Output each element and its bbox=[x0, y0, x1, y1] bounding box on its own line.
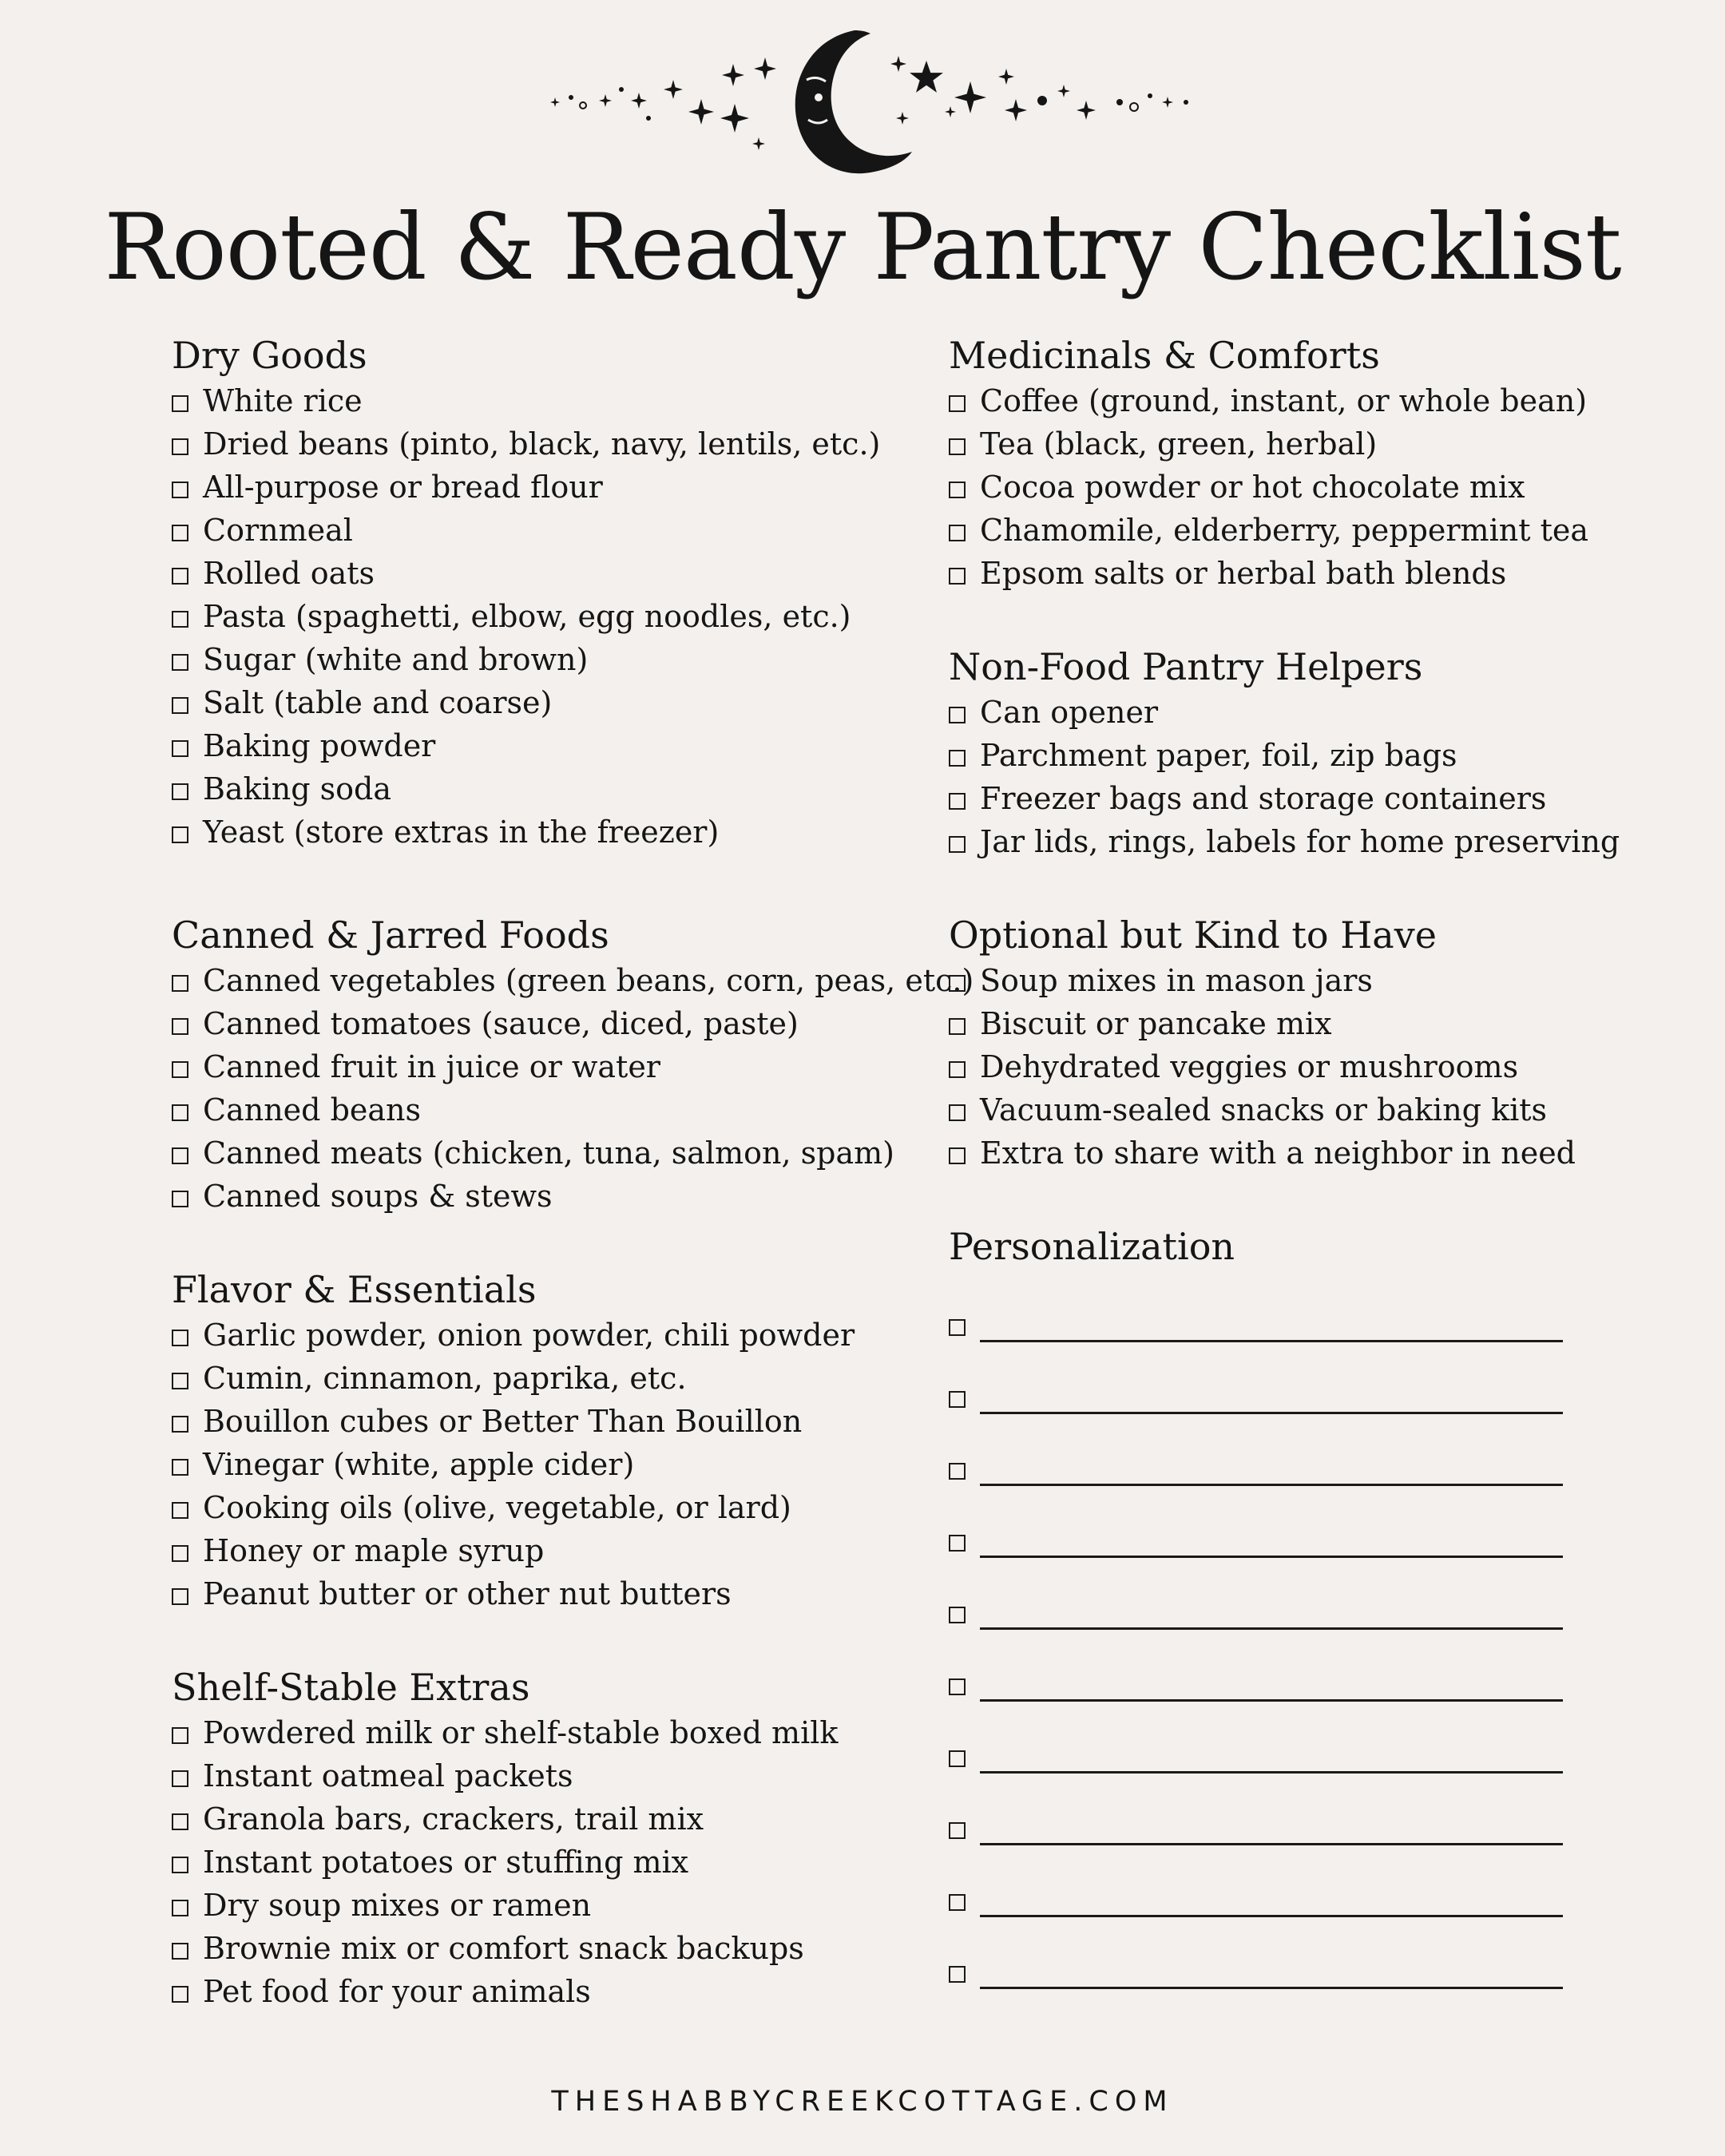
checkbox[interactable] bbox=[172, 975, 188, 992]
checkbox[interactable] bbox=[172, 654, 188, 671]
checklist-item[interactable]: Epsom salts or herbal bath blends bbox=[949, 552, 1588, 595]
blank-checklist-line[interactable] bbox=[949, 1270, 1563, 1342]
checkbox[interactable] bbox=[949, 1104, 966, 1121]
checkbox[interactable] bbox=[949, 1061, 966, 1078]
checklist-item[interactable]: Baking powder bbox=[172, 724, 880, 767]
footer-website: THESHABBYCREEKCOTTAGE.COM bbox=[551, 2086, 1174, 2118]
checklist-item[interactable]: Parchment paper, foil, zip bags bbox=[949, 734, 1620, 777]
section-canned-jarred bbox=[172, 911, 974, 1218]
checkbox[interactable] bbox=[172, 1770, 188, 1787]
checklist-item[interactable]: Canned tomatoes (sauce, diced, paste) bbox=[172, 1002, 974, 1045]
section-heading: Shelf-Stable Extras bbox=[172, 1666, 530, 1709]
checklist-item[interactable]: Can opener bbox=[949, 691, 1620, 734]
checklist-item[interactable]: Cocoa powder or hot chocolate mix bbox=[949, 466, 1588, 509]
write-in-line[interactable] bbox=[980, 1556, 1563, 1558]
checkbox[interactable] bbox=[949, 438, 966, 455]
checkbox[interactable] bbox=[949, 750, 966, 767]
checkbox[interactable] bbox=[172, 1588, 188, 1605]
checklist-item[interactable]: Vinegar (white, apple cider) bbox=[172, 1443, 855, 1486]
checkbox[interactable] bbox=[172, 740, 188, 757]
checkbox[interactable] bbox=[172, 1813, 188, 1830]
write-in-line[interactable] bbox=[980, 1340, 1563, 1342]
checklist-item[interactable]: Cooking oils (olive, vegetable, or lard) bbox=[172, 1486, 855, 1529]
checklist-item[interactable]: Canned soups & stews bbox=[172, 1175, 974, 1218]
write-in-line[interactable] bbox=[980, 1484, 1563, 1486]
checkbox[interactable] bbox=[172, 1502, 188, 1519]
checklist-item[interactable]: Biscuit or pancake mix bbox=[949, 1002, 1576, 1045]
checkbox[interactable] bbox=[172, 826, 188, 843]
blank-checklist-line[interactable] bbox=[949, 1558, 1563, 1630]
checklist-item[interactable]: Canned fruit in juice or water bbox=[172, 1045, 974, 1088]
section-medicinals-comforts bbox=[949, 331, 1588, 595]
checkbox[interactable] bbox=[172, 1943, 188, 1960]
checklist-item[interactable]: Tea (black, green, herbal) bbox=[949, 422, 1588, 466]
checkbox[interactable] bbox=[949, 793, 966, 810]
checkbox[interactable] bbox=[172, 1545, 188, 1562]
page-title: Rooted & Ready Pantry Checklist bbox=[104, 194, 1621, 300]
section-heading: Dry Goods bbox=[172, 334, 367, 377]
checklist-item[interactable]: Dry soup mixes or ramen bbox=[172, 1884, 838, 1927]
blank-checklist-line[interactable] bbox=[949, 1702, 1563, 1774]
checkbox[interactable] bbox=[949, 836, 966, 853]
checklist-item[interactable]: Chamomile, elderberry, peppermint tea bbox=[949, 509, 1588, 552]
checklist-item[interactable]: Extra to share with a neighbor in need bbox=[949, 1132, 1576, 1175]
checkbox[interactable] bbox=[949, 568, 966, 585]
section-heading: Medicinals & Comforts bbox=[949, 334, 1380, 377]
checkbox[interactable] bbox=[172, 1416, 188, 1433]
checkbox[interactable] bbox=[172, 395, 188, 412]
checkbox[interactable] bbox=[172, 1857, 188, 1873]
checklist-item[interactable]: Baking soda bbox=[172, 767, 880, 810]
checkbox[interactable] bbox=[949, 1147, 966, 1164]
checklist-item[interactable]: Dried beans (pinto, black, navy, lentils, etc.) bbox=[172, 422, 880, 466]
checklist-item[interactable]: Pasta (spaghetti, elbow, egg noodles, etc.) bbox=[172, 595, 880, 638]
checkbox[interactable] bbox=[949, 1894, 966, 1911]
checkbox[interactable] bbox=[172, 1104, 188, 1121]
write-in-line[interactable] bbox=[980, 1771, 1563, 1774]
checkbox[interactable] bbox=[172, 1373, 188, 1389]
section-heading: Canned & Jarred Foods bbox=[172, 914, 609, 957]
checklist-item[interactable]: Vacuum-sealed snacks or baking kits bbox=[949, 1088, 1576, 1132]
checkbox[interactable] bbox=[949, 1822, 966, 1839]
section-flavor-essentials bbox=[172, 1266, 855, 1615]
checklist-item[interactable]: Powdered milk or shelf-stable boxed milk bbox=[172, 1711, 838, 1754]
checkbox[interactable] bbox=[949, 1750, 966, 1767]
checkbox[interactable] bbox=[949, 1535, 966, 1552]
checklist-item[interactable]: Canned vegetables (green beans, corn, peas, etc.) bbox=[172, 959, 974, 1002]
write-in-line[interactable] bbox=[980, 1987, 1563, 1989]
checklist-item[interactable]: Salt (table and coarse) bbox=[172, 681, 880, 724]
checkbox[interactable] bbox=[172, 482, 188, 498]
checklist-item[interactable]: Honey or maple syrup bbox=[172, 1529, 855, 1572]
write-in-line[interactable] bbox=[980, 1627, 1563, 1630]
checklist-item[interactable]: Soup mixes in mason jars bbox=[949, 959, 1576, 1002]
checkbox[interactable] bbox=[172, 697, 188, 714]
checkbox[interactable] bbox=[949, 1966, 966, 1983]
checklist-item[interactable]: Pet food for your animals bbox=[172, 1970, 838, 2013]
checkbox[interactable] bbox=[949, 707, 966, 723]
checklist-item[interactable]: Coffee (ground, instant, or whole bean) bbox=[949, 379, 1588, 422]
checklist-item[interactable]: Yeast (store extras in the freezer) bbox=[172, 810, 880, 854]
checkbox[interactable] bbox=[949, 1018, 966, 1035]
checklist-item[interactable]: Sugar (white and brown) bbox=[172, 638, 880, 681]
write-in-line[interactable] bbox=[980, 1843, 1563, 1845]
checklist-item[interactable]: Cornmeal bbox=[172, 509, 880, 552]
blank-checklist-line[interactable] bbox=[949, 1917, 1563, 1989]
checkbox[interactable] bbox=[949, 1391, 966, 1408]
checkbox[interactable] bbox=[172, 611, 188, 628]
section-heading: Optional but Kind to Have bbox=[949, 914, 1437, 957]
section-shelf-stable bbox=[172, 1663, 838, 2013]
checkbox[interactable] bbox=[172, 568, 188, 585]
checkbox[interactable] bbox=[172, 1727, 188, 1744]
checklist-item[interactable]: Instant oatmeal packets bbox=[172, 1754, 838, 1797]
checkbox[interactable] bbox=[949, 975, 966, 992]
checklist-item[interactable]: Instant potatoes or stuffing mix bbox=[172, 1841, 838, 1884]
checkbox[interactable] bbox=[949, 1678, 966, 1695]
checklist-item[interactable]: Bouillon cubes or Better Than Bouillon bbox=[172, 1400, 855, 1443]
section-non-food-helpers bbox=[949, 643, 1620, 863]
checklist-item[interactable]: Peanut butter or other nut butters bbox=[172, 1572, 855, 1615]
checklist-item[interactable]: Canned meats (chicken, tuna, salmon, spam) bbox=[172, 1132, 974, 1175]
checkbox[interactable] bbox=[172, 1061, 188, 1078]
blank-checklist-line[interactable] bbox=[949, 1414, 1563, 1486]
crescent-moon-with-stars-icon bbox=[519, 24, 1206, 184]
checkbox[interactable] bbox=[172, 1330, 188, 1346]
section-personalization bbox=[949, 1223, 1563, 1989]
checkbox[interactable] bbox=[172, 1900, 188, 1916]
checkbox[interactable] bbox=[172, 1018, 188, 1035]
checklist-item[interactable]: Brownie mix or comfort snack backups bbox=[172, 1927, 838, 1970]
section-heading: Personalization bbox=[949, 1225, 1235, 1268]
blank-checklist-line[interactable] bbox=[949, 1774, 1563, 1845]
checklist-item[interactable]: Granola bars, crackers, trail mix bbox=[172, 1797, 838, 1841]
checkbox[interactable] bbox=[172, 1191, 188, 1207]
checklist-item[interactable]: Cumin, cinnamon, paprika, etc. bbox=[172, 1357, 855, 1400]
checklist-item[interactable]: Dehydrated veggies or mushrooms bbox=[949, 1045, 1576, 1088]
checkbox[interactable] bbox=[949, 395, 966, 412]
section-heading: Non-Food Pantry Helpers bbox=[949, 645, 1423, 688]
checklist-item[interactable]: White rice bbox=[172, 379, 880, 422]
blank-checklist-line[interactable] bbox=[949, 1845, 1563, 1917]
checkbox[interactable] bbox=[172, 525, 188, 541]
checkbox[interactable] bbox=[949, 1319, 966, 1336]
write-in-line[interactable] bbox=[980, 1699, 1563, 1702]
write-in-line[interactable] bbox=[980, 1915, 1563, 1917]
checkbox[interactable] bbox=[172, 438, 188, 455]
checkbox[interactable] bbox=[172, 783, 188, 800]
checklist-item[interactable]: Rolled oats bbox=[172, 552, 880, 595]
blank-checklist-line[interactable] bbox=[949, 1630, 1563, 1702]
checkbox[interactable] bbox=[949, 482, 966, 498]
checkbox[interactable] bbox=[949, 525, 966, 541]
checklist-item[interactable]: All-purpose or bread flour bbox=[172, 466, 880, 509]
checkbox[interactable] bbox=[172, 1459, 188, 1476]
blank-checklist-line[interactable] bbox=[949, 1486, 1563, 1558]
checklist-item[interactable]: Freezer bags and storage containers bbox=[949, 777, 1620, 820]
section-optional-kind bbox=[949, 911, 1576, 1175]
checklist-item[interactable]: Canned beans bbox=[172, 1088, 974, 1132]
section-heading: Flavor & Essentials bbox=[172, 1268, 537, 1311]
checkbox[interactable] bbox=[949, 1463, 966, 1480]
checkbox[interactable] bbox=[172, 1147, 188, 1164]
checklist-item[interactable]: Jar lids, rings, labels for home preserving bbox=[949, 820, 1620, 863]
checkbox[interactable] bbox=[949, 1607, 966, 1623]
checkbox[interactable] bbox=[172, 1986, 188, 2003]
section-dry-goods bbox=[172, 331, 880, 854]
write-in-line[interactable] bbox=[980, 1412, 1563, 1414]
checklist-item[interactable]: Garlic powder, onion powder, chili powder bbox=[172, 1314, 855, 1357]
blank-checklist-line[interactable] bbox=[949, 1342, 1563, 1414]
